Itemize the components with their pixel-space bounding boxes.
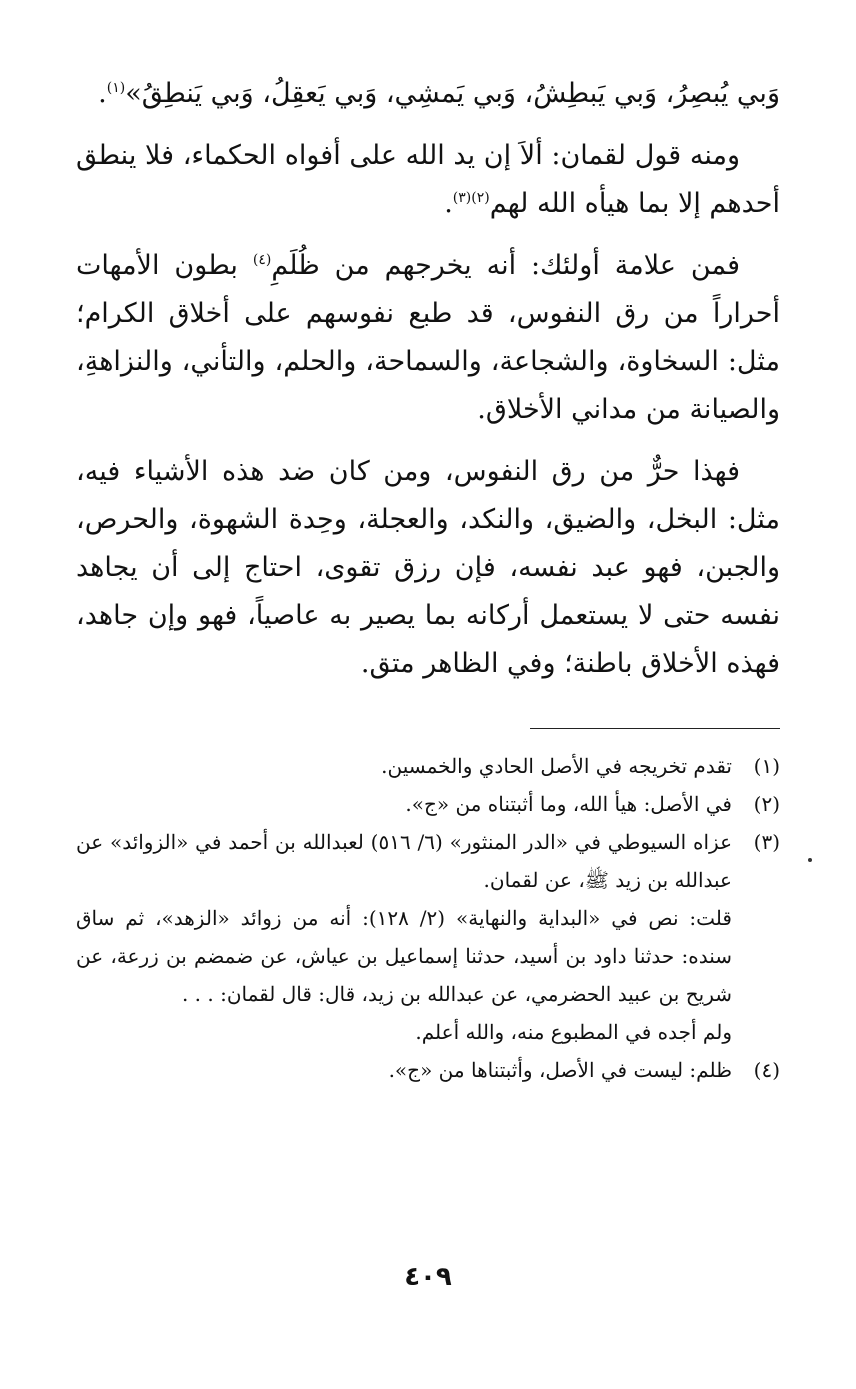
- paragraph-3-text-before: فمن علامة أولئك: أنه يخرجهم من ظُلَمِ: [271, 250, 740, 281]
- footnote-2: [76, 785, 780, 823]
- paragraph-1: [76, 70, 780, 118]
- footnote-number: (١): [753, 754, 780, 778]
- footnote-number: (٤): [753, 1058, 780, 1082]
- footnote-separator: [530, 728, 780, 729]
- footnote-body: [76, 823, 732, 1051]
- footnote-line: ولم أجده في المطبوع منه، والله أعلم.: [415, 1020, 732, 1044]
- footnote-number: (٢): [753, 792, 780, 816]
- paragraph-1-tail: .: [98, 78, 107, 109]
- main-text: [76, 70, 780, 688]
- footnote-body: [76, 747, 732, 785]
- paragraph-2: [76, 132, 780, 228]
- footnote-ref-1: (١): [106, 80, 126, 96]
- footnote-line: قلت: نص في «البداية والنهاية» (٢/ ١٢٨): أنه من زوائد «الزهد»، ثم ساق سنده: حدثنا داود بن أسيد، حدثنا إسماعيل بن عياش، عن ضمضم بن زرعة، عن شريح بن عبيد الحضرمي، عن عبدالله بن زيد، قال: قال لقمان: . . .: [76, 906, 732, 1006]
- margin-mark: [808, 858, 812, 862]
- footnote-1: [76, 747, 780, 785]
- footnote-ref-4: (٤): [252, 252, 272, 268]
- footnote-line: في الأصل: هيأ الله، وما أثبتناه من «ج».: [405, 792, 732, 816]
- paragraph-4: [76, 448, 780, 688]
- footnote-body: [76, 1051, 732, 1089]
- paragraph-3-text-after: بطون الأمهات أحراراً من رق النفوس، قد طبع نفوسهم على أخلاق الكرام؛ مثل: السخاوة، والشجاعة، والسماحة، والحلم، والتأني، والنزاهةِ، والصيانة من مداني الأخلاق.: [76, 250, 780, 425]
- footnote-line: تقدم تخريجه في الأصل الحادي والخمسين.: [381, 754, 732, 778]
- page-number: ٤٠٩: [404, 1262, 452, 1292]
- paragraph-2-tail: .: [444, 188, 453, 219]
- footnote-line: عزاه السيوطي في «الدر المنثور» (٦/ ٥١٦) لعبدالله بن أحمد في «الزوائد» عن عبدالله بن زيد ﷺ، عن لقمان.: [76, 830, 732, 892]
- page-content: [76, 70, 780, 1089]
- footnote-line: ظلم: ليست في الأصل، وأثبتناها من «ج».: [388, 1058, 732, 1082]
- footnote-number: (٣): [753, 830, 780, 854]
- footnote-3: [76, 823, 780, 1051]
- footnote-body: [76, 785, 732, 823]
- footnote-4: [76, 1051, 780, 1089]
- paragraph-2-text: ومنه قول لقمان: ألاَ إن يد الله على أفواه الحكماء، فلا ينطق أحدهم إلا بما هيأه الله لهم: [76, 140, 780, 219]
- paragraph-1-text: وَبي يُبصِرُ، وَبي يَبطِشُ، وَبي يَمشِي، وَبي يَعقِلُ، وَبي يَنطِقُ»: [125, 78, 780, 109]
- footnotes: [76, 747, 780, 1089]
- paragraph-4-text: فهذا حرٌّ من رق النفوس، ومن كان ضد هذه الأشياء فيه، مثل: البخل، والضيق، والنكد، والعجلة، وحِدة الشهوة، والحرص، والجبن، فهو عبد نفسه، فإن رزق تقوى، احتاج إلى أن يجاهد نفسه حتى لا يستعمل أركانه بما يصير به عاصياً، فهو وإن جاهد، فهذه الأخلاق باطنة؛ وفي الظاهر متق.: [76, 456, 780, 679]
- paragraph-3: [76, 242, 780, 434]
- footnote-ref-2-3: (٢)(٣): [452, 190, 490, 206]
